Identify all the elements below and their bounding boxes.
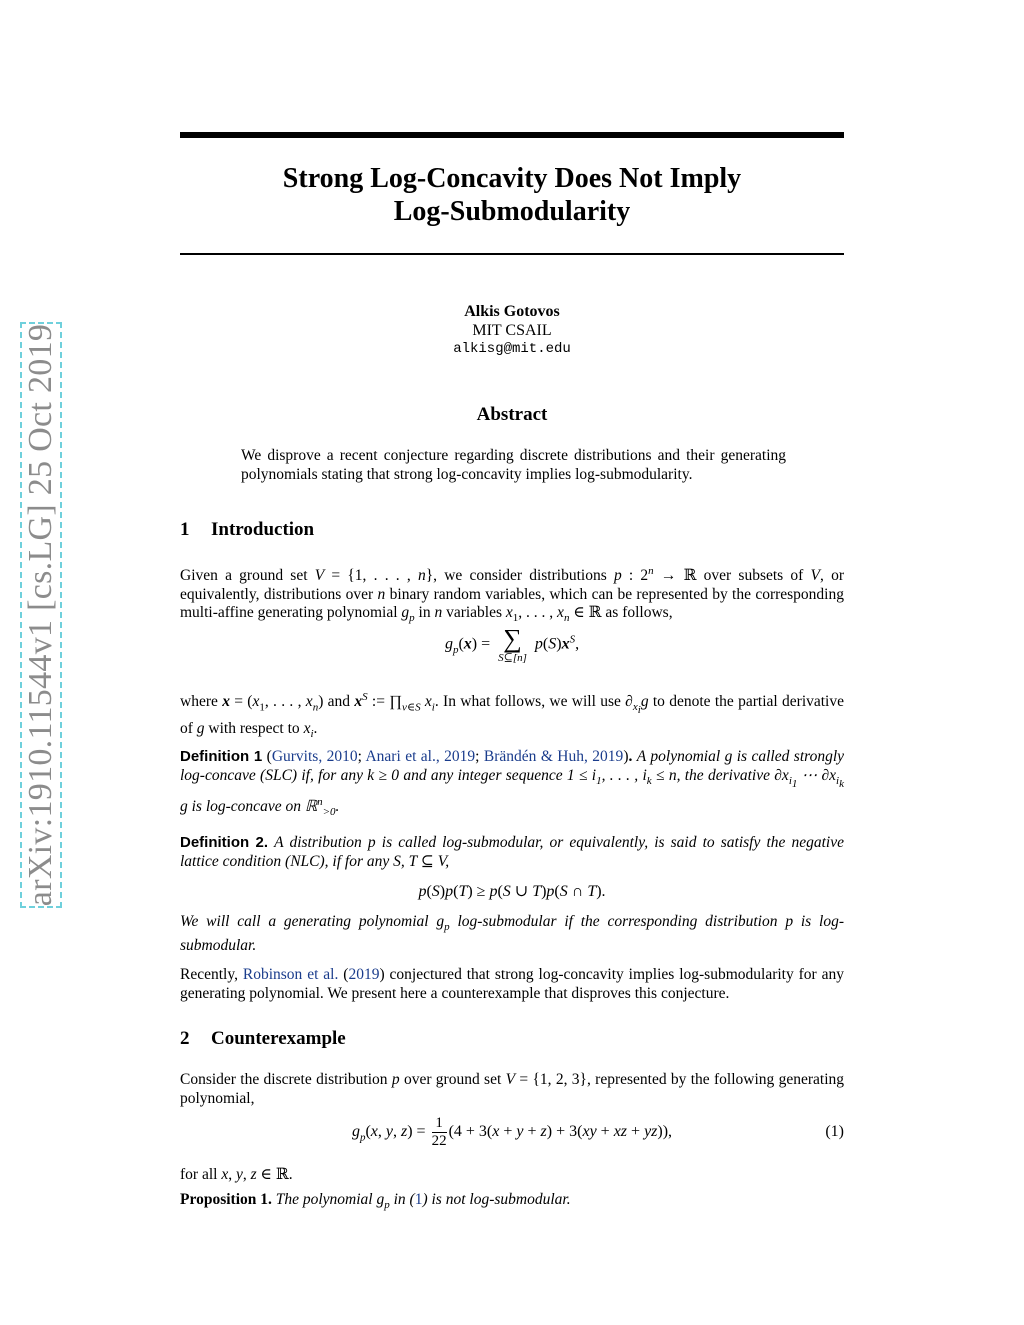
nlc-inequality: p(S)p(T) ≥ p(S ∪ T)p(S ∩ T).	[418, 883, 606, 900]
title-rule-bottom	[180, 253, 844, 255]
definition-2: Definition 2. A distribution p is called log-submodular, or equivalently, is said to satisfy the negative lattice condition (NLC), if for any S, T ⊆ V,	[180, 834, 844, 870]
for-all-line: for all x, y, z ∈ ℝ.	[180, 1166, 293, 1183]
author-name: Alkis Gotovos	[464, 303, 560, 320]
equation-number: (1)	[825, 1123, 844, 1140]
abstract-text: We disprove a recent conjecture regarding discrete distributions and their generating polynomials stating that strong log-concavity implies log-submodularity.	[241, 447, 786, 483]
equation-ref-link[interactable]: 1	[414, 1191, 423, 1208]
definition-2-continued: We will call a generating polynomial $g_p$ log-submodular if the corresponding distribution p is log-submodular.	[180, 913, 844, 954]
proposition-1: Proposition 1. The polynomial $g_p$ in (1) is not log-submodular.	[180, 1191, 571, 1212]
citation-robinson-year[interactable]: 2019	[348, 966, 380, 983]
definition-1: Definition 1 (Gurvits, 2010; Anari et al., 2019; Brändén & Huh, 2019). A polynomial g is called strongly log-concave (SLC) if, for any k ≥ 0 and any integer sequence $1 \le i_1$, . . . , $i_k \le n$, the derivative $\partial x_{i_1}$ ⋯ $\partial x_{i_k}$ g is log-concave on ℝ$^n_{>0}$.	[180, 748, 845, 819]
intro-paragraph-2: where $x = (x_1$, . . . , $x_n$) and $x^S$ := $\prod_{v\in S}$ $x_i$. In what follows, we will use $\partial_{x_i}g$ to denote the partial derivative of g with respect to $x_i$.	[180, 691, 844, 741]
paper-title: Strong Log-Concavity Does Not Imply Log-Submodularity	[282, 163, 742, 227]
counterexample-equation: $g_p(x$, y, z) = $\frac{1}{22}$ (4 + 3(x + y + z) + 3(xy + xz + yz)), (1)	[351, 1115, 844, 1149]
section-heading-introduction: 1 Introduction	[180, 519, 315, 540]
generating-polynomial-equation: $g_p(x)$ = ∑ S⊆[n] $p(S)x^S$,	[444, 624, 580, 664]
citation-gurvits[interactable]: Gurvits, 2010	[271, 748, 358, 765]
arxiv-stamp-text: arXiv:1910.11544v1 [cs.LG] 25 Oct 2019	[22, 323, 60, 907]
section-heading-counterexample: 2 Counterexample	[180, 1028, 346, 1049]
citation-anari[interactable]: Anari et al., 2019	[365, 748, 476, 765]
counterexample-paragraph: Consider the discrete distribution p over ground set V = {1, 2, 3}, represented by the following generating polynomial,	[180, 1071, 845, 1107]
citation-robinson[interactable]: Robinson et al.	[242, 966, 339, 983]
arxiv-stamp	[20, 322, 62, 908]
recently-paragraph: Recently, Robinson et al. (2019) conjectured that strong log-concavity implies log-submodularity for any generating polynomial. We present here a counterexample that disproves this conjecture.	[180, 966, 844, 1002]
citation-branden-huh[interactable]: Brändén & Huh, 2019	[483, 748, 624, 765]
author-email: alkisg@mit.edu	[453, 341, 571, 357]
title-rule-top	[180, 132, 844, 138]
intro-paragraph-1: Given a ground set V = {1, . . . , n}, we consider distributions p : $2^n$ → ℝ over subsets of V, or equivalently, distributions over n binary random variables, which can be represented by the corresponding multi-affine generating polynomial $g_p$ in n variables $x_1$, . . . , $x_n$ ∈ ℝ as follows,	[180, 565, 844, 625]
author-block	[180, 302, 844, 359]
abstract-heading: Abstract	[476, 404, 548, 425]
author-affiliation: MIT CSAIL	[472, 322, 552, 339]
